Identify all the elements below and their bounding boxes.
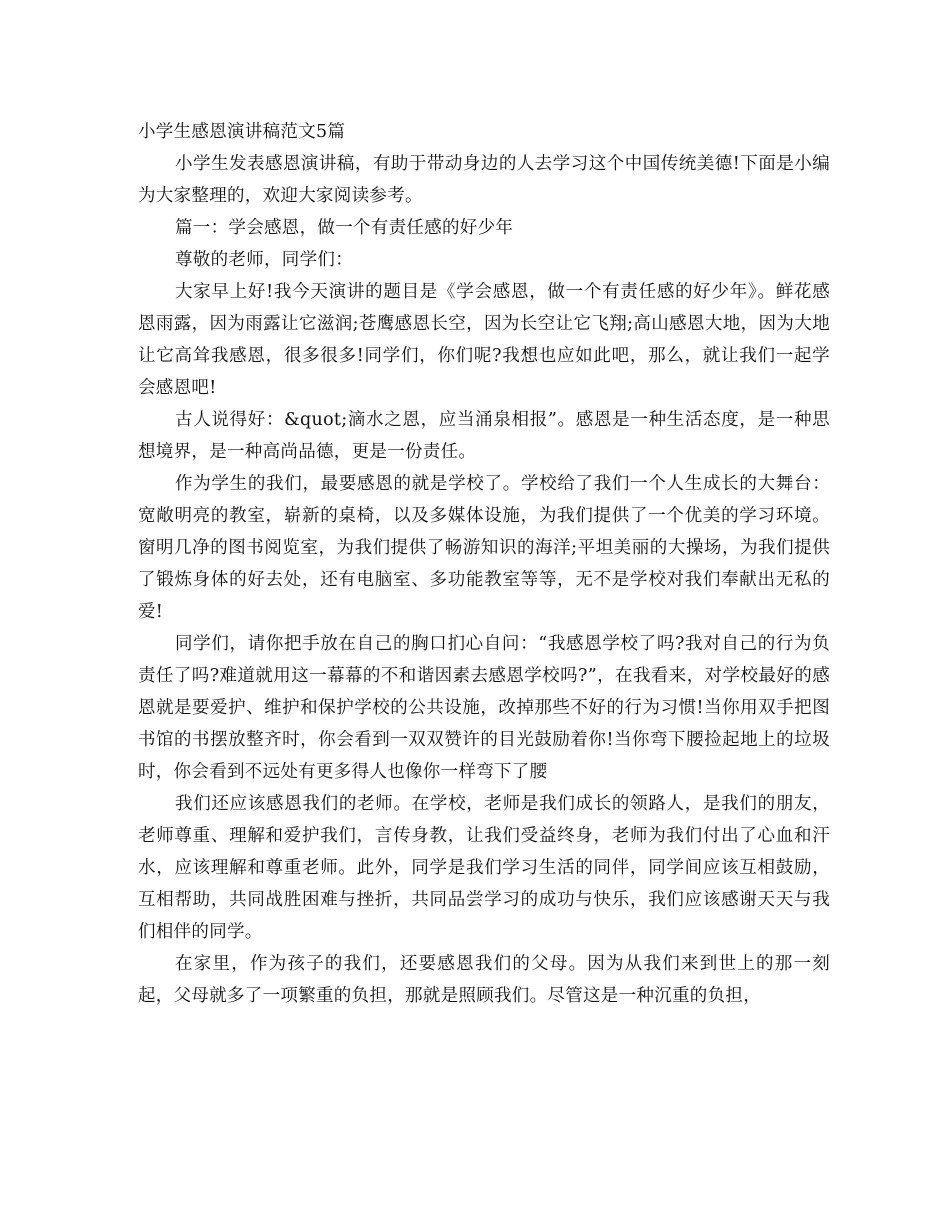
paragraph-school: 作为学生的我们，最要感恩的就是学校了。学校给了我们一个人生成长的大舞台：宽敞明亮的教室，崭新的桌椅，以及多媒体设施，为我们提供了一个优美的学习环境。窗明几净的图书阅览室，为我们提供了畅游知识的海洋;平坦美丽的大操场，为我们提供了锻炼身体的好去处，还有电脑室、多功能教室等等，无不是学校对我们奉献出无私的爱! [138, 474, 830, 622]
section-heading: 篇一：学会感恩，做一个有责任感的好少年 [175, 218, 514, 238]
paragraph-opening: 大家早上好!我今天演讲的题目是《学会感恩，做一个有责任感的好少年》。鲜花感恩雨露，因为雨露让它滋润;苍鹰感恩长空，因为长空让它飞翔;高山感恩大地，因为大地让它高耸我感恩，很多很多!同学们，你们呢?我想也应如此吧，那么，就让我们一起学会感恩吧! [138, 282, 830, 398]
paragraph-reflection: 同学们，请你把手放在自己的胸口扪心自问：“我感恩学校了吗?我对自己的行为负责任了吗?难道就用这一幕幕的不和谐因素去感恩学校吗?”，在我看来，对学校最好的感恩就是要爱护、维护和保护学校的公共设施，改掉那些不好的行为习惯!当你用双手把图书馆的书摆放整齐时，你会看到一双双赞许的目光鼓励着你!当你弯下腰捡起地上的垃圾时，你会看到不远处有更多得人也像你一样弯下了腰 [138, 634, 830, 782]
paragraph-teachers: 我们还应该感恩我们的老师。在学校，老师是我们成长的领路人，是我们的朋友，老师尊重、理解和爱护我们，言传身教，让我们受益终身，老师为我们付出了心血和汗水，应该理解和尊重老师。此外，同学是我们学习生活的同伴，同学间应该互相鼓励，互相帮助，共同战胜困难与挫折，共同品尝学习的成功与快乐，我们应该感谢天天与我们相伴的同学。 [138, 794, 830, 942]
salutation: 尊敬的老师，同学们： [175, 250, 353, 270]
paragraph-proverb: 古人说得好：&quot;滴水之恩，应当涌泉相报”。感恩是一种生活态度，是一种思想境界，是一种高尚品德，更是一份责任。 [138, 410, 830, 462]
document-body [138, 116, 830, 1012]
paragraph-parents: 在家里，作为孩子的我们，还要感恩我们的父母。因为从我们来到世上的那一刻起，父母就多了一项繁重的负担，那就是照顾我们。尽管这是一种沉重的负担， [138, 954, 830, 1006]
paragraph-intro: 小学生发表感恩演讲稿，有助于带动身边的人去学习这个中国传统美德!下面是小编为大家整理的，欢迎大家阅读参考。 [138, 154, 830, 206]
document-title: 小学生感恩演讲稿范文5篇 [138, 122, 346, 142]
